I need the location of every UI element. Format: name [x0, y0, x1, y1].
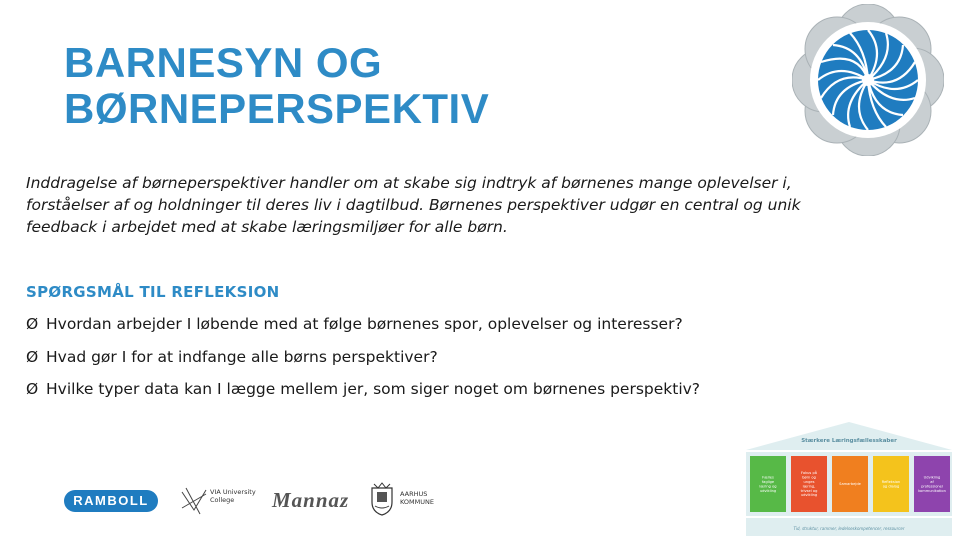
- house-diagram: [744, 420, 954, 538]
- house-base-text: Tid, struktur, rammer, ledelseskompetencer, ressourcer: [793, 526, 905, 531]
- question-text: Hvad gør I for at indfange alle børns perspektiver?: [46, 347, 438, 366]
- house-pillar-label: Fokus på børn og unges læring, trivsel og udvikling: [800, 471, 818, 498]
- mannaz-logo: Mannaz: [272, 488, 350, 512]
- via-logo-text: VIA University College: [210, 488, 256, 504]
- question-item: [26, 314, 700, 334]
- question-text: Hvordan arbejder I løbende med at følge børnenes spor, oplevelser og interesser?: [46, 315, 683, 333]
- ramboll-logo: RAMBOLL: [64, 490, 158, 512]
- flower-logo-icon: [792, 4, 944, 156]
- arrow-bullet-icon: Ø: [26, 315, 39, 333]
- house-pillar-label: Samarbejde: [839, 482, 861, 487]
- house-pillar-label: Refleksion og dialog: [881, 480, 901, 489]
- house-pillar-label: Udvikling af professionel kommunikation: [918, 475, 946, 493]
- aarhus-logo-text: AARHUS KOMMUNE: [400, 490, 434, 506]
- partner-logos: [60, 478, 440, 522]
- reflection-questions: [26, 314, 700, 412]
- question-text: Hvilke typer data kan I lægge mellem jer, som siger noget om børnenes perspektiv?: [46, 380, 701, 398]
- house-roof: [746, 422, 952, 450]
- title-line-1: BARNESYN OG: [64, 39, 383, 86]
- page-title: [64, 40, 489, 132]
- arrow-bullet-icon: Ø: [26, 380, 39, 398]
- house-pillar-label: Fælles faglige læring og udvikling: [759, 475, 777, 493]
- arrow-bullet-icon: Ø: [26, 347, 39, 366]
- question-item: [26, 347, 700, 367]
- house-roof-title: Stærkere Læringsfællesskaber: [801, 438, 897, 444]
- title-line-2: BØRNEPERSPEKTIV: [64, 85, 490, 132]
- question-item: [26, 379, 700, 399]
- reflection-heading: SPØRGSMÅL TIL REFLEKSION: [26, 283, 280, 301]
- aarhus-crest-icon: [370, 482, 394, 516]
- intro-text: Inddragelse af børneperspektiver handler om at skabe sig indtryk af børnenes mange oplevelser i, forståelser af og holdninger til deres liv i dagtilbud. Børnenes perspektiver udgør en central og unik feedback i arbejdet med at skabe læringsmiljøer for alle børn.: [26, 174, 801, 236]
